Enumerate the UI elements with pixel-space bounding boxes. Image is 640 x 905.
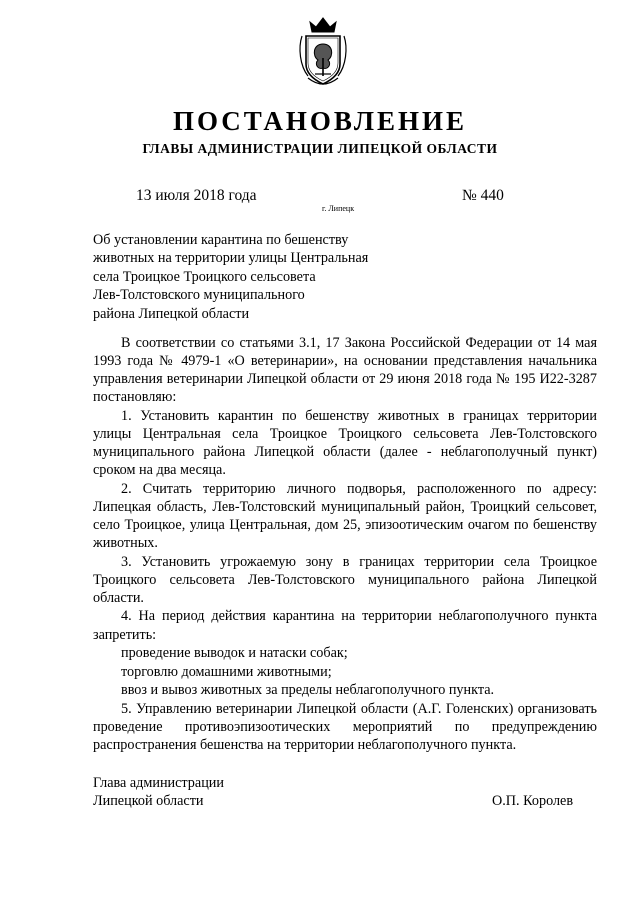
document-number: № 440 <box>462 187 504 204</box>
signatory-position-line: Глава администрации <box>93 775 224 791</box>
point-1: 1. Установить карантин по бешенству животных в границах территории улицы Центральная села Троицкое Троицкого сельсовета Лев-Толстовского муниципального района Липецкой области (далее - неблагополучный пункт) сроком на два месяца. <box>93 407 597 479</box>
point-3: 3. Установить угрожаемую зону в границах территории села Троицкое Троицкого сельсовета Лев-Толстовского муниципального района Липецкой области. <box>93 553 597 606</box>
subject-line: животных на территории улицы Центральная <box>93 250 369 267</box>
document-body <box>93 334 597 755</box>
point-2: 2. Считать территорию личного подворья, расположенного по адресу: Липецкая область, Лев-Толстовский муниципальный район, Троицкий сельсовет, село Троицкое, улица Центральная, дом 25, эпизоотическим очагом по бешенству животных. <box>93 480 597 552</box>
subject-line: Лев-Толстовского муниципального <box>93 287 305 304</box>
point-5: 5. Управлению ветеринарии Липецкой области (А.Г. Голенских) организовать проведение противоэпизоотических мероприятий по предупреждению распространения бешенства на территории неблагополучного пункта. <box>93 700 597 754</box>
subject-line: района Липецкой области <box>93 305 250 322</box>
subject-line: села Троицкое Троицкого сельсовета <box>93 268 316 285</box>
preamble-paragraph: В соответствии со статьями 3.1, 17 Закона Российской Федерации от 14 мая 1993 года № 4979-1 «О ветеринарии», на основании представления начальника управления ветеринарии Липецкой области от 29 июня 2018 года № 195 И22-3287 постановляю: <box>93 335 597 406</box>
signatory-position <box>93 774 224 811</box>
point-4: 4. На период действия карантина на территории неблагополучного пункта запретить: <box>93 608 597 643</box>
document-title: ПОСТАНОВЛЕНИЕ <box>172 106 468 136</box>
point-4-item: ввоз и вывоз животных за пределы неблагополучного пункта. <box>121 682 495 699</box>
subject-line: Об установлении карантина по бешенству <box>93 232 349 248</box>
document-date: 13 июля 2018 года <box>136 187 257 204</box>
signatory-position-line: Липецкой области <box>93 793 204 810</box>
document-city: г. Липецк <box>322 204 355 213</box>
point-4-item: торговлю домашними животными; <box>121 663 332 680</box>
document-subtitle: ГЛАВЫ АДМИНИСТРАЦИИ ЛИПЕЦКОЙ ОБЛАСТИ <box>142 141 498 156</box>
point-4-item: проведение выводок и натаски собак; <box>121 645 348 662</box>
signatory-name: О.П. Королев <box>492 793 574 809</box>
document-subject <box>93 231 413 323</box>
coat-of-arms-icon <box>298 14 348 88</box>
